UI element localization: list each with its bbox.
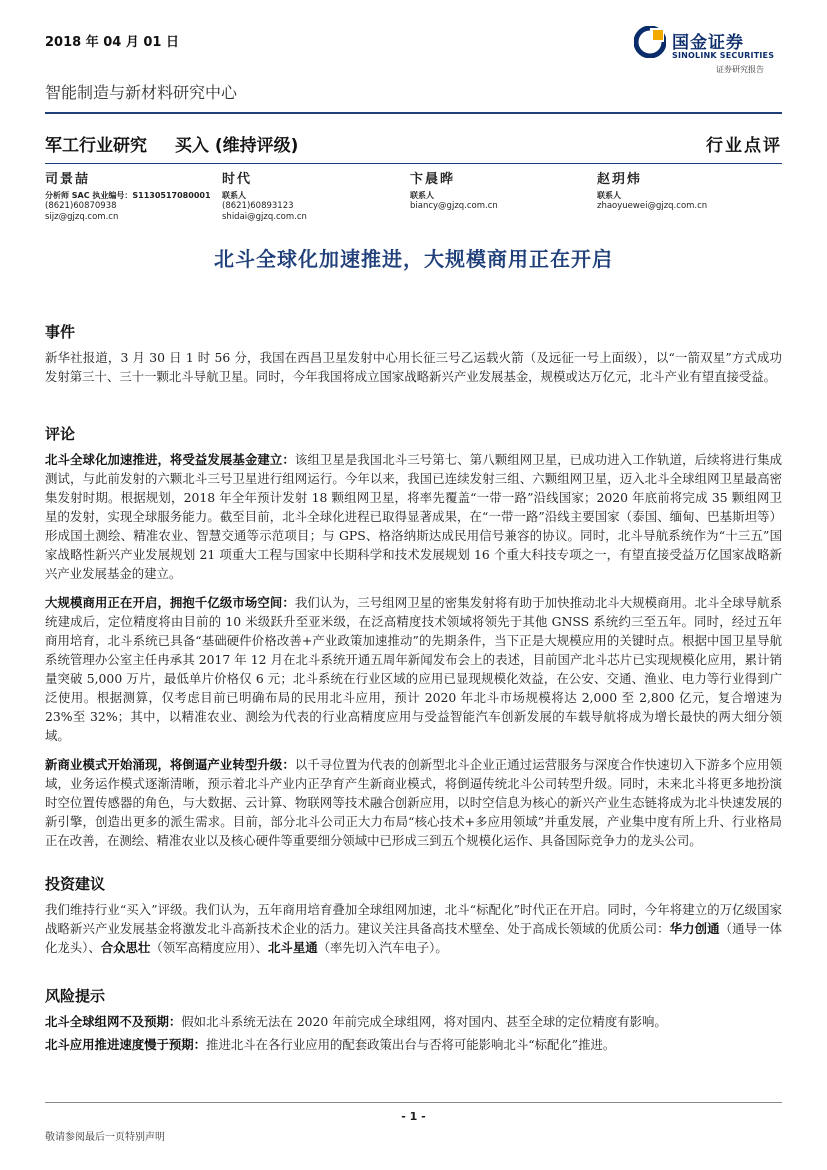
document-type: 行业点评 [706, 136, 782, 156]
review-paragraph-1 [45, 450, 782, 583]
risk-heading: 风险提示 [45, 987, 106, 1005]
risk-body: 推进北斗在各行业应用的配套政策出台与否将可能影响北斗“标配化”推进。 [206, 1037, 616, 1052]
company-name: 华力创通 [669, 921, 720, 936]
analyst-email[interactable]: zhaoyuewei@gjzq.com.cn [597, 201, 708, 211]
paragraph-body: 该组卫星是我国北斗三号第七、第八颗组网卫星，已成功进入工作轨道，后续将进行集成测试，与此前发射的六颗北斗三号卫星进行组网运行。今年以来，我国已连续发射三组、六颗组网卫星，迈入北斗全球组网卫星最高密集发射时期。根据规划，2018 年全年预计发射 18 颗组网卫星，将率先覆盖“一带一路”沿线国家；2020 年底前将完成 35 颗组网卫星的发射，实现全球服务能力。截至目前，北斗全球化进程已取得显著成果，在“一带一路”沿线主要国家（泰国、缅甸、巴基斯坦等）形成国土测绘、精准农业、智慧交通等示范项目；与 GPS、格洛纳斯达成民用信号兼容的协议。同时，北斗导航系统作为“十三五”国家战略性新兴产业发展规划 21 项重大工程与国家中长期科学和技术发展规划 16 个重大科技专项之一，有望直接受益万亿国家战略新兴产业发展基金的建立。 [45, 452, 783, 581]
advice-body: 我们维持行业“买入”评级。我们认为，五年商用培育叠加全球组网加速，北斗“标配化”时代正在开启。同时，今年将建立的万亿级国家战略新兴产业发展基金将激发北斗高新技术企业的活力。建议关注具备高技术壁垒、处于高成长领域的优质公司： [45, 902, 782, 936]
rating-row [45, 131, 320, 156]
analyst-name: 卞晨晔 [410, 172, 456, 187]
analyst-card [410, 174, 600, 212]
analyst-email[interactable]: sijz@gjzq.com.cn [45, 212, 119, 222]
advice-heading: 投资建议 [45, 875, 106, 893]
event-section [45, 321, 782, 396]
page-number: - 1 - [401, 1110, 426, 1123]
analyst-email[interactable]: shidai@gjzq.com.cn [222, 212, 307, 222]
event-paragraph: 新华社报道，3 月 30 日 1 时 56 分，我国在西昌卫星发射中心用长征三号乙运载火箭（及远征一号上面级），以“一箭双星”方式成功发射第三十、三十一颗北斗导航卫星。同时，今年我国将成立国家战略新兴产业发展基金，规模或达万亿元，北斗产业有望直接受益。 [45, 350, 782, 384]
analyst-email[interactable]: biancy@gjzq.com.cn [410, 201, 498, 211]
company-note: （领军高精度应用）、 [150, 940, 269, 955]
review-heading: 评论 [45, 425, 76, 443]
risk-section [45, 985, 782, 1064]
paragraph-body: 我们认为，三号组网卫星的密集发射将有助于加快推动北斗大规模商用。北斗全球导航系统建成后，定位精度将由目前的 10 米级跃升至亚米级，在泛高精度技术领域将领先于其他 GNSS 系统约三至五年。同时，经过五年商用培育，北斗系统已具备“基础硬件价格改善+产业政策加速推动”的先期条件，当下正是大规模应用的关键时点。根据中国卫星导航系统管理办公室主任冉承其 2017 年 12 月在北斗系统开通五周年新闻发布会上的表述，目前国产北斗芯片已实现规模化应用，累计销量突破 5,000 万片，最低单片价格仅 6 元；北斗系统在行业区域的应用已显现规模化效益，在公安、交通、渔业、电力等行业得到广泛使用。根据测算，仅考虑目前已明确布局的民用北斗应用，预计 2020 年北斗市场规模将达 2,000 至 2,800 亿元，复合增速为 23%至 32%；其中，以精准农业、测绘为代表的行业高精度应用与受益智能汽车创新发展的车载导航将成为增长最快的两大细分领域。 [45, 595, 783, 743]
paragraph-lead: 新商业模式开始涌现，将倒逼产业转型升级： [45, 757, 295, 772]
sinolink-logo-icon [634, 26, 666, 58]
risk-lead: 北斗全球组网不及预期： [45, 1014, 182, 1029]
analyst-name: 司景喆 [45, 172, 91, 187]
risk-item [45, 1012, 782, 1031]
research-center: 智能制造与新材料研究中心 [45, 83, 238, 102]
report-title: 北斗全球化加速推进，大规模商用正在开启 [214, 247, 613, 271]
footer-divider [45, 1102, 782, 1103]
section-divider [45, 163, 782, 164]
company-name: 合众思壮 [100, 940, 151, 955]
risk-lead: 北斗应用推进速度慢于预期： [45, 1037, 207, 1052]
analyst-phone: (8621)60870938 [45, 201, 117, 211]
logo-tag-text: 证券研究报告 [716, 65, 764, 74]
industry-label: 军工行业研究 [45, 136, 147, 156]
review-paragraph-3 [45, 755, 782, 850]
paragraph-lead: 大规模商用正在开启，拥抱千亿级市场空间： [45, 595, 295, 610]
advice-section [45, 873, 782, 967]
event-heading: 事件 [45, 323, 76, 341]
analyst-role: 联系人 [410, 191, 434, 200]
risk-item [45, 1035, 782, 1054]
rating-label: 买入 (维持评级) [174, 136, 299, 156]
company-name: 北斗星通 [268, 940, 318, 955]
analyst-name: 时代 [222, 172, 253, 187]
report-date: 2018 年 04 月 01 日 [45, 35, 179, 50]
analyst-name: 赵玥炜 [597, 172, 643, 187]
risk-body: 假如北斗系统无法在 2020 年前完成全球组网，将对国内、甚至全球的定位精度有影响。 [181, 1014, 667, 1029]
advice-paragraph [45, 900, 782, 957]
analyst-card [597, 174, 787, 212]
review-paragraph-2 [45, 593, 782, 745]
analyst-role: 分析师 SAC 执业编号：S1130517080001 [45, 191, 211, 200]
review-section [45, 423, 782, 860]
company-note: （率先切入汽车电子）。 [317, 940, 448, 955]
analyst-card [45, 174, 235, 223]
company-logo [634, 26, 794, 86]
analyst-role: 联系人 [222, 191, 246, 200]
analyst-phone: (8621)60893123 [222, 201, 294, 211]
disclaimer-note: 敬请参阅最后一页特别声明 [45, 1132, 165, 1143]
analyst-card [222, 174, 412, 223]
header-divider [45, 112, 782, 114]
paragraph-lead: 北斗全球化加速推进，将受益发展基金建立： [45, 452, 295, 467]
paragraph-body: 以千寻位置为代表的创新型北斗企业正通过运营服务与深度合作快速切入下游多个应用领域，业务运作模式逐渐清晰，预示着北斗产业内正孕育产生新商业模式，将倒逼传统北斗公司转型升级。同时，未来北斗将更多地扮演时空位置传感器的角色，与大数据、云计算、物联网等技术融合创新应用，以时空信息为核心的新兴产业生态链将成为北斗快速发展的新引擎，创造出更多的派生需求。目前，部分北斗公司正大力布局“核心技术+多应用领域”并重发展，产业集中度有所上升、行业格局正在改善，在测绘、精准农业以及核心硬件等重要细分领域中已形成三到五个规模化运作、具备国际竞争力的龙头公司。 [45, 757, 783, 848]
analyst-role: 联系人 [597, 191, 621, 200]
logo-cn-text: 国金证券 [672, 33, 744, 53]
company-note: （通导一体化龙头）、 [45, 921, 783, 955]
logo-en-text: SINOLINK SECURITIES [672, 51, 775, 60]
